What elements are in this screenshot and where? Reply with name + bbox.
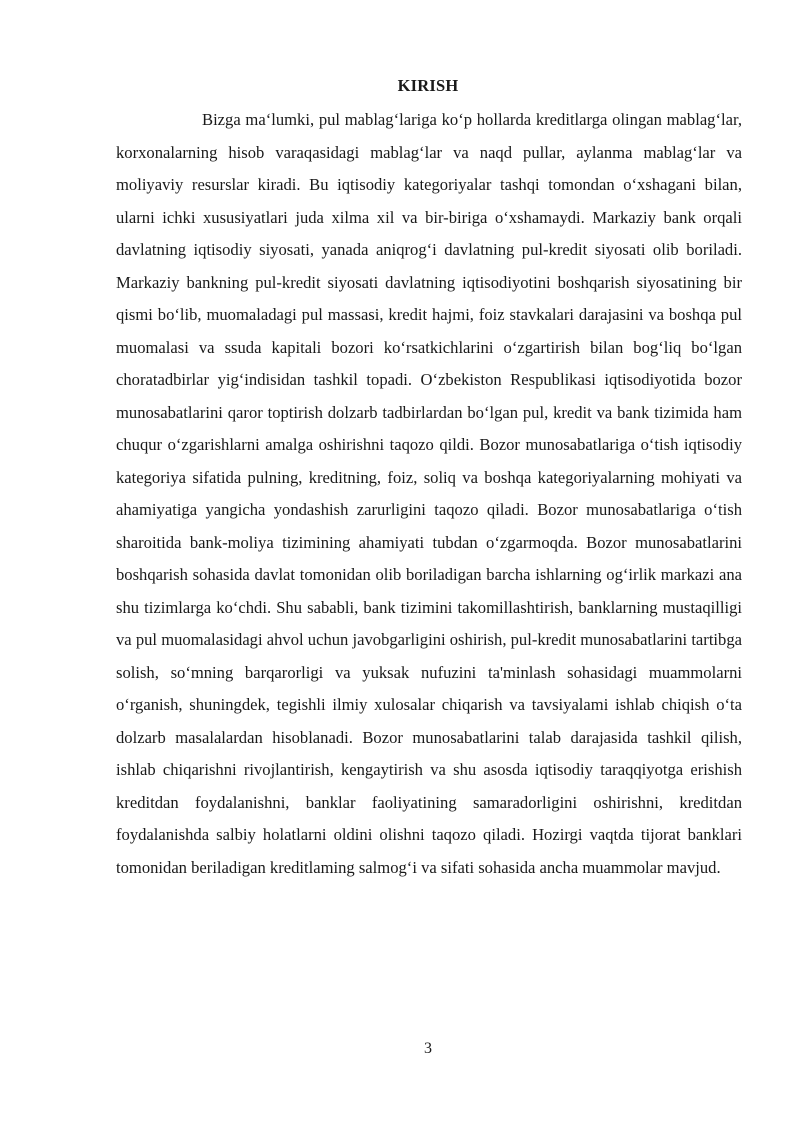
section-heading: KIRISH	[397, 76, 459, 95]
body-paragraph: Bizga maʻlumki, pul mablagʻlariga koʻp hollarda kreditlarga olingan mablagʻlar, korxonalarning hisob varaqasidagi mablagʻlar va naqd pullar, aylanma mablagʻlar va moliyaviy resurslar kiradi. Bu iqtisodiy kategoriyalar tashqi tomondan oʻxshagani bilan, ularni ichki xususiyatlari juda xilma xil va bir-biriga oʻxshamaydi. Markaziy bank orqali davlatning iqtisodiy siyosati, yanada aniqrogʻi davlatning pul-kredit siyosati olib boriladi. Markaziy bankning pul-kredit siyosati davlatning iqtisodiyotini boshqarish siyosatining bir qismi boʻlib, muomaladagi pul massasi, kredit hajmi, foiz stavkalari darajasini va boshqa pul muomalasi va ssuda kapitali bozori koʻrsatkichlarini oʻzgartirish bilan bogʻliq boʻlgan choratadbirlar yigʻindisidan tashkil topadi. Oʻzbekiston Respublikasi iqtisodiyotida bozor munosabatlarini qaror toptirish dolzarb tadbirlardan boʻlgan pul, kredit va bank tizimida ham chuqur oʻzgarishlarni amalga oshirishni taqozo qildi. Bozor munosabatlariga oʻtish iqtisodiy kategoriya sifatida pulning, kreditning, foiz, soliq va boshqa kategoriyalarning mohiyati va ahamiyatiga yangicha yondashish zarurligini taqozo qiladi. Bozor munosabatlariga oʻtish sharoitida bank-moliya tizimining ahamiyati tubdan oʻzgarmoqda. Bozor munosabatlarini boshqarish sohasida davlat tomonidan olib boriladigan barcha ishlarning ogʻirlik markazi ana shu tizimlarga koʻchdi. Shu sababli, bank tizimini takomillashtirish, banklarning mustaqilligi va pul muomalasidagi ahvol uchun javobgarligini oshirish, pul-kredit munosabatlarini tartibga solish, soʻmning barqarorligi va yuksak nufuzini ta'minlash sohasidagi muammolarni oʻrganish, shuningdek, tegishli ilmiy xulosalar chiqarish va tavsiyalami ishlab chiqish oʻta dolzarb masalalardan hisoblanadi. Bozor munosabatlarini talab darajasida tashkil qilish, ishlab chiqarishni rivojlantirish, kengaytirish va shu asosda iqtisodiy taraqqiyotga erishish kreditdan foydalanishni, banklar faoliyatining samaradorligini oshirishni, kreditdan foydalanishda salbiy holatlarni oldini olishni taqozo qiladi. Hozirgi vaqtda tijorat banklari tomonidan beriladigan kreditlaming salmogʻi va sifati sohasida ancha muammolar mavjud.	[116, 110, 742, 877]
page-number: 3	[424, 1040, 432, 1057]
